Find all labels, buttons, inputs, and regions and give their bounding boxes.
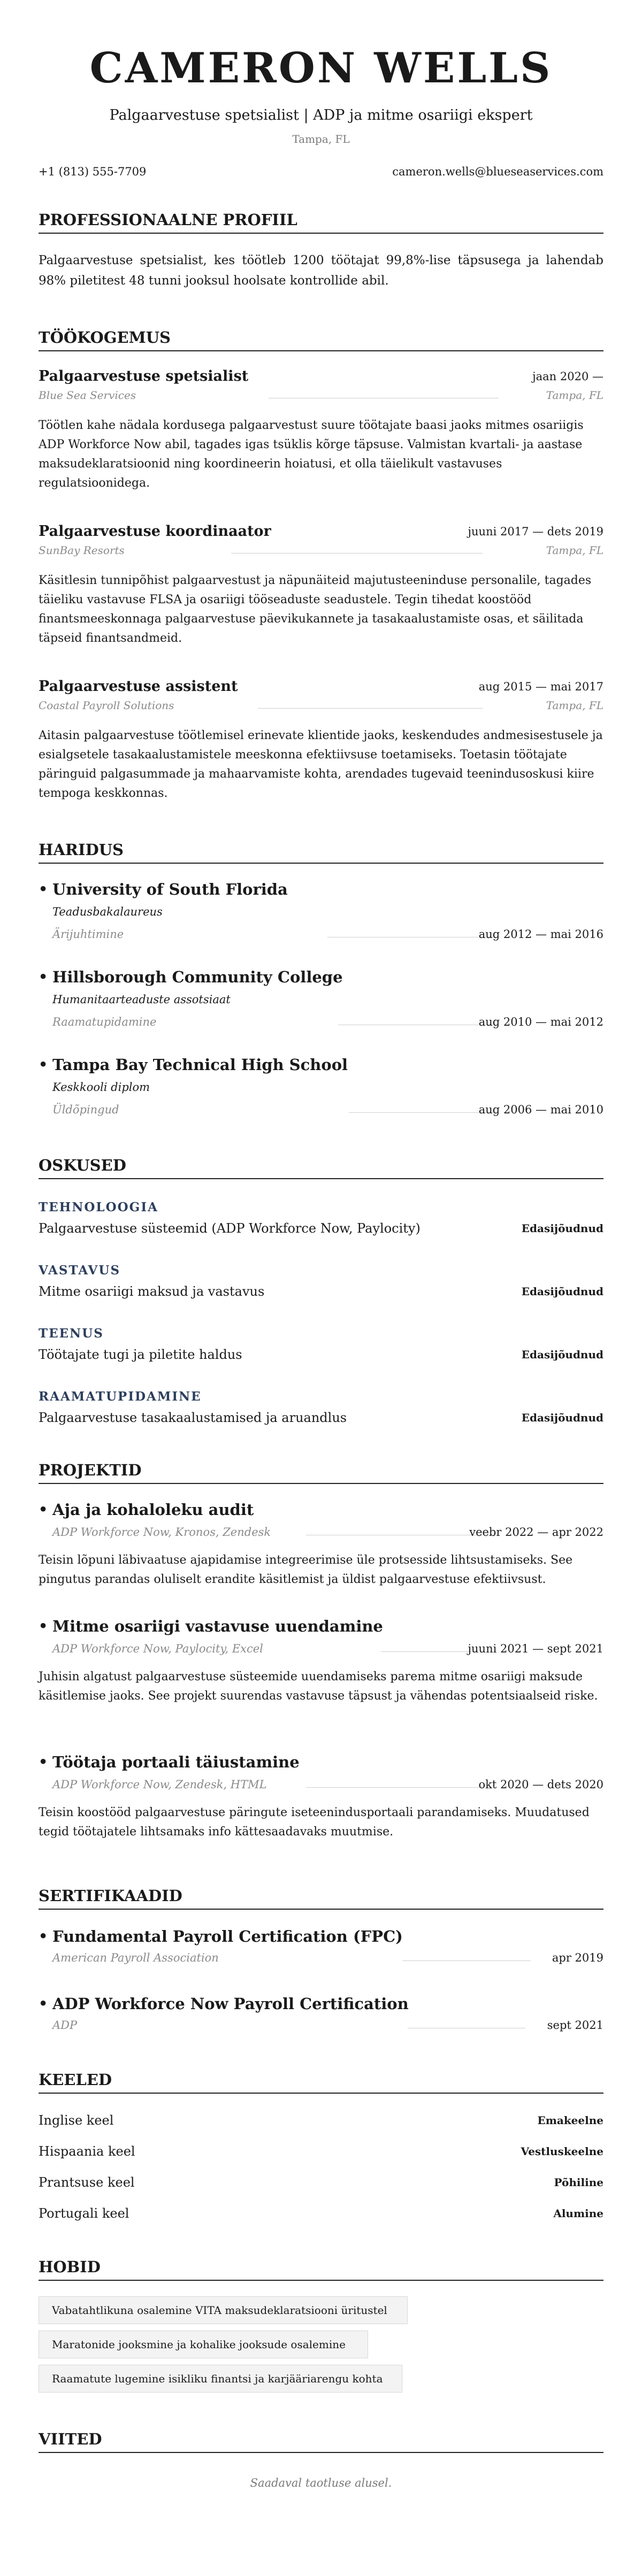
project-title: Mitme osariigi vastavuse uuendamine xyxy=(52,1617,383,1635)
contact-row xyxy=(39,164,603,180)
degree: Humanitaarteaduste assotsiaat xyxy=(52,993,231,1006)
job-company: Blue Sea Services xyxy=(39,389,136,402)
section-heading-hobbies: HOBID xyxy=(39,2257,603,2281)
certification-date: apr 2019 xyxy=(552,1951,603,1964)
skill-category: RAAMATUPIDAMINE xyxy=(39,1389,202,1404)
project-tools: ADP Workforce Now, Paylocity, Excel xyxy=(52,1642,263,1655)
section-heading-education: HARIDUS xyxy=(39,840,603,864)
school-name: Tampa Bay Technical High School xyxy=(52,1056,348,1074)
project-title: Aja ja kohaloleku audit xyxy=(52,1501,254,1519)
job-dates: juuni 2017 — dets 2019 xyxy=(468,525,603,538)
job-company: Coastal Payroll Solutions xyxy=(39,699,174,712)
references-note: Saadaval taotluse alusel. xyxy=(250,2477,392,2489)
leader-line xyxy=(306,1787,483,1788)
language-name: Prantsuse keel xyxy=(39,2175,135,2190)
job-dates: jaan 2020 — xyxy=(532,370,603,383)
bullet-marker: • xyxy=(39,1754,48,1771)
leader-line xyxy=(258,708,483,709)
skill-level: Edasijõudnud xyxy=(521,1411,603,1424)
job-title: Palgaarvestuse assistent xyxy=(39,678,238,695)
project-dates: juuni 2021 — sept 2021 xyxy=(468,1642,603,1655)
leader-line xyxy=(402,1960,531,1961)
language-level: Alumine xyxy=(553,2207,603,2220)
hobby-tag: Maratonide jooksmine ja kohalike jooksude osalemine xyxy=(39,2331,368,2358)
skill-name: Töötajate tugi ja piletite haldus xyxy=(39,1347,242,1362)
project-description: Teisin lõpuni läbivaatuse ajapidamise integreerimise üle protsesside lihtsustamiseks. See pingutus parandas oluliselt erandite käsitlemist ja üldist palgaarvestuse efektiivsust. xyxy=(39,1554,573,1586)
language-level: Põhiline xyxy=(554,2176,603,2189)
bullet-marker: • xyxy=(39,1618,48,1635)
candidate-location: Tampa, FL xyxy=(292,133,350,145)
skill-category: TEHNOLOOGIA xyxy=(39,1200,158,1214)
section-heading-experience: TÖÖKOGEMUS xyxy=(39,327,603,351)
certification-issuer: ADP xyxy=(52,2019,78,2032)
project-tools: ADP Workforce Now, Zendesk, HTML xyxy=(52,1778,267,1791)
job-description: Käsitlesin tunnipõhist palgaarvestust ja näpunäiteid majutusteeninduse personalile, tagades täieliku vastavuse FLSA ja osariigi tööseaduste seadustele. Tegin tihedat koostööd finantsmeeskonnaga palgaarvestuse päevikukannete ja tasakaalustamiste osas, et säilitada täpseid finantsandmeid. xyxy=(39,574,592,645)
certification-issuer: American Payroll Association xyxy=(52,1951,219,1964)
section-heading-references: VIITED xyxy=(39,2429,603,2453)
skill-category: TEENUS xyxy=(39,1326,104,1341)
bullet-marker: • xyxy=(39,1502,48,1518)
skill-name: Palgaarvestuse süsteemid (ADP Workforce Now, Paylocity) xyxy=(39,1221,421,1236)
section-heading-projects: PROJEKTID xyxy=(39,1460,603,1484)
skill-level: Edasijõudnud xyxy=(521,1222,603,1235)
certification-title: ADP Workforce Now Payroll Certification xyxy=(52,1995,409,2013)
phone-number: +1 (813) 555-7709 xyxy=(39,165,147,178)
hobby-tag: Raamatute lugemine isikliku finantsi ja karjääriarengu kohta xyxy=(39,2365,402,2393)
hobby-tag: Vabatahtlikuna osalemine VITA maksudeklaratsiooni üritustel xyxy=(39,2296,408,2324)
project-description: Teisin koostööd palgaarvestuse päringute iseteenindusportaali parandamiseks. Muudatused tegid töötajatele lihtsamaks info kättesaadavaks muutmise. xyxy=(39,1806,590,1839)
language-name: Inglise keel xyxy=(39,2113,114,2128)
section-heading-languages: KEELED xyxy=(39,2070,603,2094)
skill-category: VASTAVUS xyxy=(39,1263,121,1278)
job-title: Palgaarvestuse koordinaator xyxy=(39,523,271,540)
language-name: Hispaania keel xyxy=(39,2144,135,2159)
field-of-study: Üldõpingud xyxy=(52,1103,119,1116)
leader-line xyxy=(349,1112,499,1113)
education-dates: aug 2006 — mai 2010 xyxy=(478,1103,603,1116)
profile-summary: Palgaarvestuse spetsialist, kes töötleb 1200 töötajat 99,8%-lise täpsusega ja lahendab 98% piletitest 48 tunni jooksul hoolsate kontrollide abil. xyxy=(39,253,603,288)
skill-level: Edasijõudnud xyxy=(521,1285,603,1298)
skill-level: Edasijõudnud xyxy=(521,1348,603,1361)
degree: Teadusbakalaureus xyxy=(52,905,163,918)
project-title: Töötaja portaali täiustamine xyxy=(52,1753,300,1771)
section-heading-certifications: SERTIFIKAADID xyxy=(39,1886,603,1910)
leader-line xyxy=(381,1651,477,1652)
school-name: University of South Florida xyxy=(52,880,288,898)
job-company: SunBay Resorts xyxy=(39,544,125,557)
job-dates: aug 2015 — mai 2017 xyxy=(478,680,603,693)
bullet-marker: • xyxy=(39,1996,48,2012)
bullet-marker: • xyxy=(39,1057,48,1073)
field-of-study: Raamatupidamine xyxy=(52,1016,157,1028)
job-title: Palgaarvestuse spetsialist xyxy=(39,368,249,385)
job-description: Aitasin palgaarvestuse töötlemisel erinevate klientide jaoks, keskendudes andmesisestusele ja esialgsetele tasakaalustamistele meeskonna efektiivsuse toetamiseks. Toetasin töötajate päringuid palgasummade ja mahaarvamiste kohta, arendades tugevaid teenindusoskusi kiire tempoga keskkonnas. xyxy=(39,729,603,800)
job-location: Tampa, FL xyxy=(546,699,603,712)
bullet-marker: • xyxy=(39,1928,48,1945)
email-address: cameron.wells@blueseaservices.com xyxy=(392,165,603,178)
school-name: Hillsborough Community College xyxy=(52,968,343,986)
education-dates: aug 2012 — mai 2016 xyxy=(478,928,603,941)
language-level: Emakeelne xyxy=(537,2114,603,2127)
skill-name: Mitme osariigi maksud ja vastavus xyxy=(39,1284,265,1299)
job-location: Tampa, FL xyxy=(546,544,603,557)
bullet-marker: • xyxy=(39,881,48,898)
project-tools: ADP Workforce Now, Kronos, Zendesk xyxy=(52,1526,271,1539)
project-dates: okt 2020 — dets 2020 xyxy=(478,1778,603,1791)
candidate-title: Palgaarvestuse spetsialist | ADP ja mitme osariigi ekspert xyxy=(109,107,533,124)
job-location: Tampa, FL xyxy=(546,389,603,402)
skill-name: Palgaarvestuse tasakaalustamised ja aruandlus xyxy=(39,1410,347,1425)
section-heading-skills: OSKUSED xyxy=(39,1155,603,1179)
job-description: Töötlen kahe nädala kordusega palgaarvestust suure töötajate baasi jaoks mitmes osariigis ADP Workforce Now abil, tagades igas tsüklis kõrge täpsuse. Valmistan kvartali- ja aastase maksudeklaratsioonid ning koordineerin hoiatusi, et olla täielikult vastavuses regulatsioonidega. xyxy=(39,419,584,490)
certification-date: sept 2021 xyxy=(547,2019,603,2032)
education-dates: aug 2010 — mai 2012 xyxy=(478,1016,603,1028)
bullet-marker: • xyxy=(39,969,48,986)
project-description: Juhisin algatust palgaarvestuse süsteemide uuendamiseks parema mitme osariigi maksude käsitlemise jaoks. See projekt suurendas vastavuse täpsust ja vähendas potentsiaalseid riske. xyxy=(39,1670,598,1703)
field-of-study: Ärijuhtimine xyxy=(52,928,124,941)
section-heading-profile: PROFESSIONAALNE PROFIIL xyxy=(39,210,603,234)
language-name: Portugali keel xyxy=(39,2206,129,2221)
degree: Keskkooli diplom xyxy=(52,1081,150,1094)
project-dates: veebr 2022 — apr 2022 xyxy=(469,1526,603,1539)
certification-title: Fundamental Payroll Certification (FPC) xyxy=(52,1927,403,1946)
candidate-name: CAMERON WELLS xyxy=(89,44,553,93)
language-level: Vestluskeelne xyxy=(521,2145,603,2158)
